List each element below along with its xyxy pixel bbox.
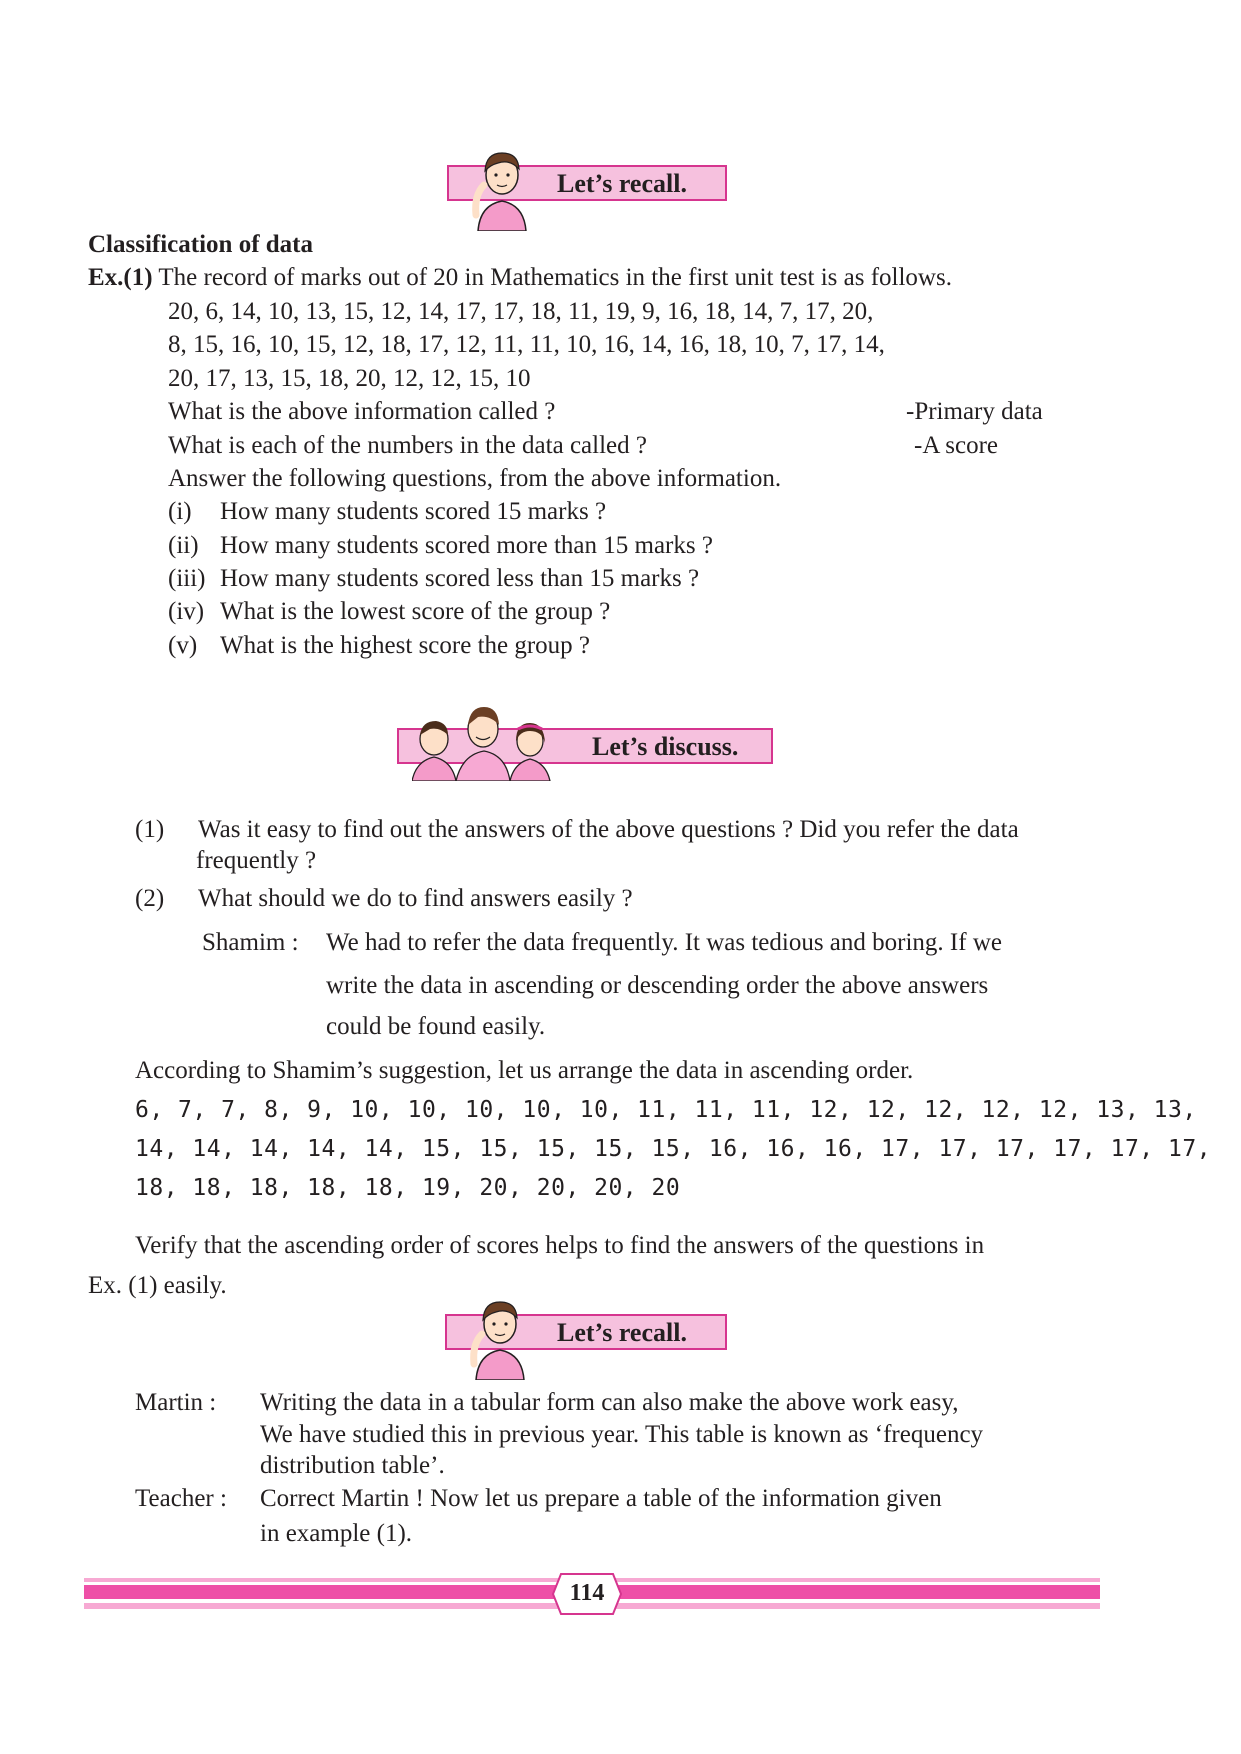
question-called: What is the above information called ? [168, 398, 556, 425]
shamim-line-3: could be found easily. [326, 1013, 546, 1040]
sorted-line-3: 18, 18, 18, 18, 18, 19, 20, 20, 20, 20 [135, 1175, 681, 1201]
arrange-intro: According to Shamim’s suggestion, let us arrange the data in ascending order. [135, 1057, 914, 1084]
sorted-line-1: 6, 7, 7, 8, 9, 10, 10, 10, 10, 10, 11, 11, 11, 12, 12, 12, 12, 12, 13, 13, [135, 1097, 1197, 1123]
thinking-boy-icon [468, 1294, 532, 1380]
discuss-item-text: Was it easy to find out the answers of the above questions ? Did you refer the data [198, 816, 1019, 843]
teacher-line-2: in example (1). [260, 1520, 413, 1547]
discussing-children-icon [412, 697, 552, 781]
martin-label: Martin : [135, 1389, 217, 1416]
verify-line-1: Verify that the ascending order of scores helps to find the answers of the questions in [135, 1232, 985, 1259]
verify-line-2: Ex. (1) easily. [88, 1272, 227, 1299]
question-num: (ii) [168, 532, 199, 559]
martin-line-2: We have studied this in previous year. This table is known as ‘frequency [260, 1421, 984, 1448]
discuss-item-num: (1) [135, 816, 165, 843]
answer-called: -Primary data [906, 398, 1043, 425]
question-text: How many students scored 15 marks ? [220, 498, 607, 525]
shamim-line-2: write the data in ascending or descending order the above answers [326, 972, 989, 999]
example-intro-text: The record of marks out of 20 in Mathematics in the first unit test is as follows. [152, 264, 952, 291]
question-num: (v) [168, 632, 198, 659]
question-num: (iv) [168, 598, 205, 625]
shamim-label: Shamim : [202, 929, 299, 956]
section-title: Classification of data [88, 231, 313, 258]
question-text: What is the lowest score of the group ? [220, 598, 611, 625]
question-text: How many students scored more than 15 marks ? [220, 532, 713, 559]
martin-line-3: distribution table’. [260, 1452, 445, 1479]
sorted-line-2: 14, 14, 14, 14, 14, 15, 15, 15, 15, 15, 16, 16, 16, 17, 17, 17, 17, 17, 17, [135, 1136, 1212, 1162]
question-num: (i) [168, 498, 192, 525]
question-text: What is the highest score the group ? [220, 632, 591, 659]
teacher-line-1: Correct Martin ! Now let us prepare a table of the information given [260, 1485, 942, 1512]
banner-title: Let’s discuss. [592, 732, 739, 761]
data-line-1: 20, 6, 14, 10, 13, 15, 12, 14, 17, 17, 18, 11, 19, 9, 16, 18, 14, 7, 17, 20, [168, 298, 874, 325]
thinking-boy-icon [470, 145, 534, 231]
teacher-label: Teacher : [135, 1485, 227, 1512]
answer-each: -A score [914, 432, 998, 459]
example-intro [88, 264, 952, 292]
instruction: Answer the following questions, from the above information. [168, 465, 782, 492]
discuss-item-text: What should we do to find answers easily ? [198, 885, 633, 912]
question-text: How many students scored less than 15 marks ? [220, 565, 700, 592]
discuss-item-num: (2) [135, 885, 165, 912]
banner-title: Let’s recall. [557, 169, 687, 198]
martin-line-1: Writing the data in a tabular form can also make the above work easy, [260, 1389, 959, 1416]
question-each: What is each of the numbers in the data called ? [168, 432, 647, 459]
page-number: 114 [569, 1580, 605, 1606]
data-line-2: 8, 15, 16, 10, 15, 12, 18, 17, 12, 11, 11, 10, 16, 14, 16, 18, 10, 7, 17, 14, [168, 331, 885, 358]
shamim-line-1: We had to refer the data frequently. It was tedious and boring. If we [326, 929, 1002, 956]
example-label: Ex.(1) [88, 264, 153, 291]
data-line-3: 20, 17, 13, 15, 18, 20, 12, 12, 15, 10 [168, 365, 531, 392]
banner-title: Let’s recall. [557, 1318, 687, 1347]
question-num: (iii) [168, 565, 206, 592]
discuss-item-text-cont: frequently ? [196, 847, 317, 874]
